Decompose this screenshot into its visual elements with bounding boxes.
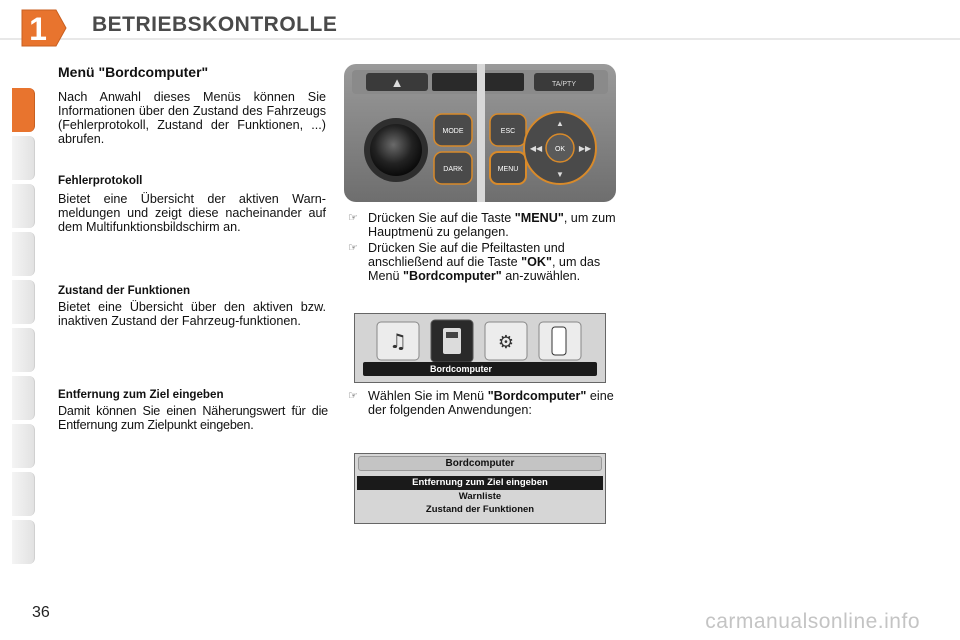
instruction-2 (348, 241, 616, 297)
page-number: 36 (32, 604, 50, 621)
display-main-menu (354, 313, 606, 383)
arrow-up-icon[interactable]: ▲ (556, 119, 564, 128)
arrow-left-icon[interactable]: ◀◀ (529, 144, 543, 153)
settings-sliders-icon: ⚙ (497, 332, 515, 353)
chapter-number: 1 (29, 11, 47, 47)
side-tab[interactable] (12, 424, 35, 468)
watermark: carmanualsonline.info (705, 610, 920, 633)
intro-text: Nach Anwahl dieses Menüs können Sie Informationen über den Zustand des Fahrzeugs (Fehlerprotokoll, Zustand der Funktionen, ...) abrufen. (58, 90, 326, 146)
side-tab[interactable] (12, 472, 35, 516)
menu-button[interactable]: MENU (497, 166, 519, 173)
side-tab[interactable] (12, 136, 35, 180)
item-title-entfernung: Entfernung zum Ziel eingeben (58, 388, 224, 401)
submenu-option[interactable]: Warnliste (458, 491, 502, 502)
eject-icon[interactable]: ▲ (390, 75, 404, 90)
section-title: Menü "Bordcomputer" (58, 64, 209, 80)
dark-button[interactable]: DARK (443, 166, 463, 173)
bordcomputer-icon (446, 332, 458, 338)
item-text-entfernung: Damit können Sie einen Näherungswert für die Entfernung zum Zielpunkt eingeben. (58, 404, 328, 432)
submenu-option-selected[interactable]: Entfernung zum Ziel eingeben (357, 476, 603, 490)
ok-button[interactable]: OK (554, 146, 566, 153)
arrow-right-icon[interactable]: ▶▶ (578, 144, 592, 153)
pointer-icon: ☞ (348, 390, 358, 402)
side-tab[interactable] (12, 520, 35, 564)
chapter-title: BETRIEBSKONTROLLE (92, 13, 338, 36)
mode-button[interactable]: MODE (442, 128, 464, 135)
phone-icon (552, 327, 566, 355)
instruction-3-text: Wählen Sie im Menü "Bordcomputer" eine der folgenden Anwendungen: (368, 389, 614, 417)
menu-selected-label: Bordcomputer (430, 364, 493, 374)
chapter-badge (18, 6, 68, 50)
esc-button[interactable]: ESC (500, 128, 516, 135)
item-text-zustand: Bietet eine Übersicht über den aktiven bzw. inaktiven Zustand der Fahrzeug-funktionen. (58, 300, 326, 328)
header-rule (0, 38, 960, 40)
instruction-1 (348, 211, 616, 243)
control-panel-photo (344, 64, 616, 202)
side-tab[interactable] (12, 280, 35, 324)
side-tab[interactable] (12, 376, 35, 420)
side-tab[interactable] (12, 328, 35, 372)
side-tab[interactable] (12, 184, 35, 228)
item-text-fehlerprotokoll: Bietet eine Übersicht der aktiven Warn-meldungen und zeigt diese nacheinander auf dem Multifunktionsbildschirm an. (58, 192, 326, 234)
side-tab-active[interactable] (12, 88, 35, 132)
instruction-3 (348, 389, 616, 421)
side-tab[interactable] (12, 232, 35, 276)
instruction-2-text: Drücken Sie auf die Pfeiltasten und anschließend auf die Taste "OK", um das Menü "Bordcomputer" an-zuwählen. (368, 241, 601, 283)
item-title-fehlerprotokoll: Fehlerprotokoll (58, 174, 143, 187)
pointer-icon: ☞ (348, 212, 358, 224)
pointer-icon: ☞ (348, 242, 358, 254)
ta-pty-button[interactable]: TA/PTY (552, 81, 576, 88)
arrow-down-icon[interactable]: ▼ (556, 170, 564, 179)
submenu-option[interactable]: Zustand der Funktionen (425, 504, 535, 515)
audio-icon: ♫ (389, 329, 407, 353)
side-tabs (12, 58, 34, 578)
display-bordcomputer-menu (354, 453, 606, 524)
submenu-title: Bordcomputer (358, 456, 602, 471)
instruction-1-text: Drücken Sie auf die Taste "MENU", um zum Hauptmenü zu gelangen. (368, 211, 616, 239)
item-title-zustand: Zustand der Funktionen (58, 284, 191, 297)
